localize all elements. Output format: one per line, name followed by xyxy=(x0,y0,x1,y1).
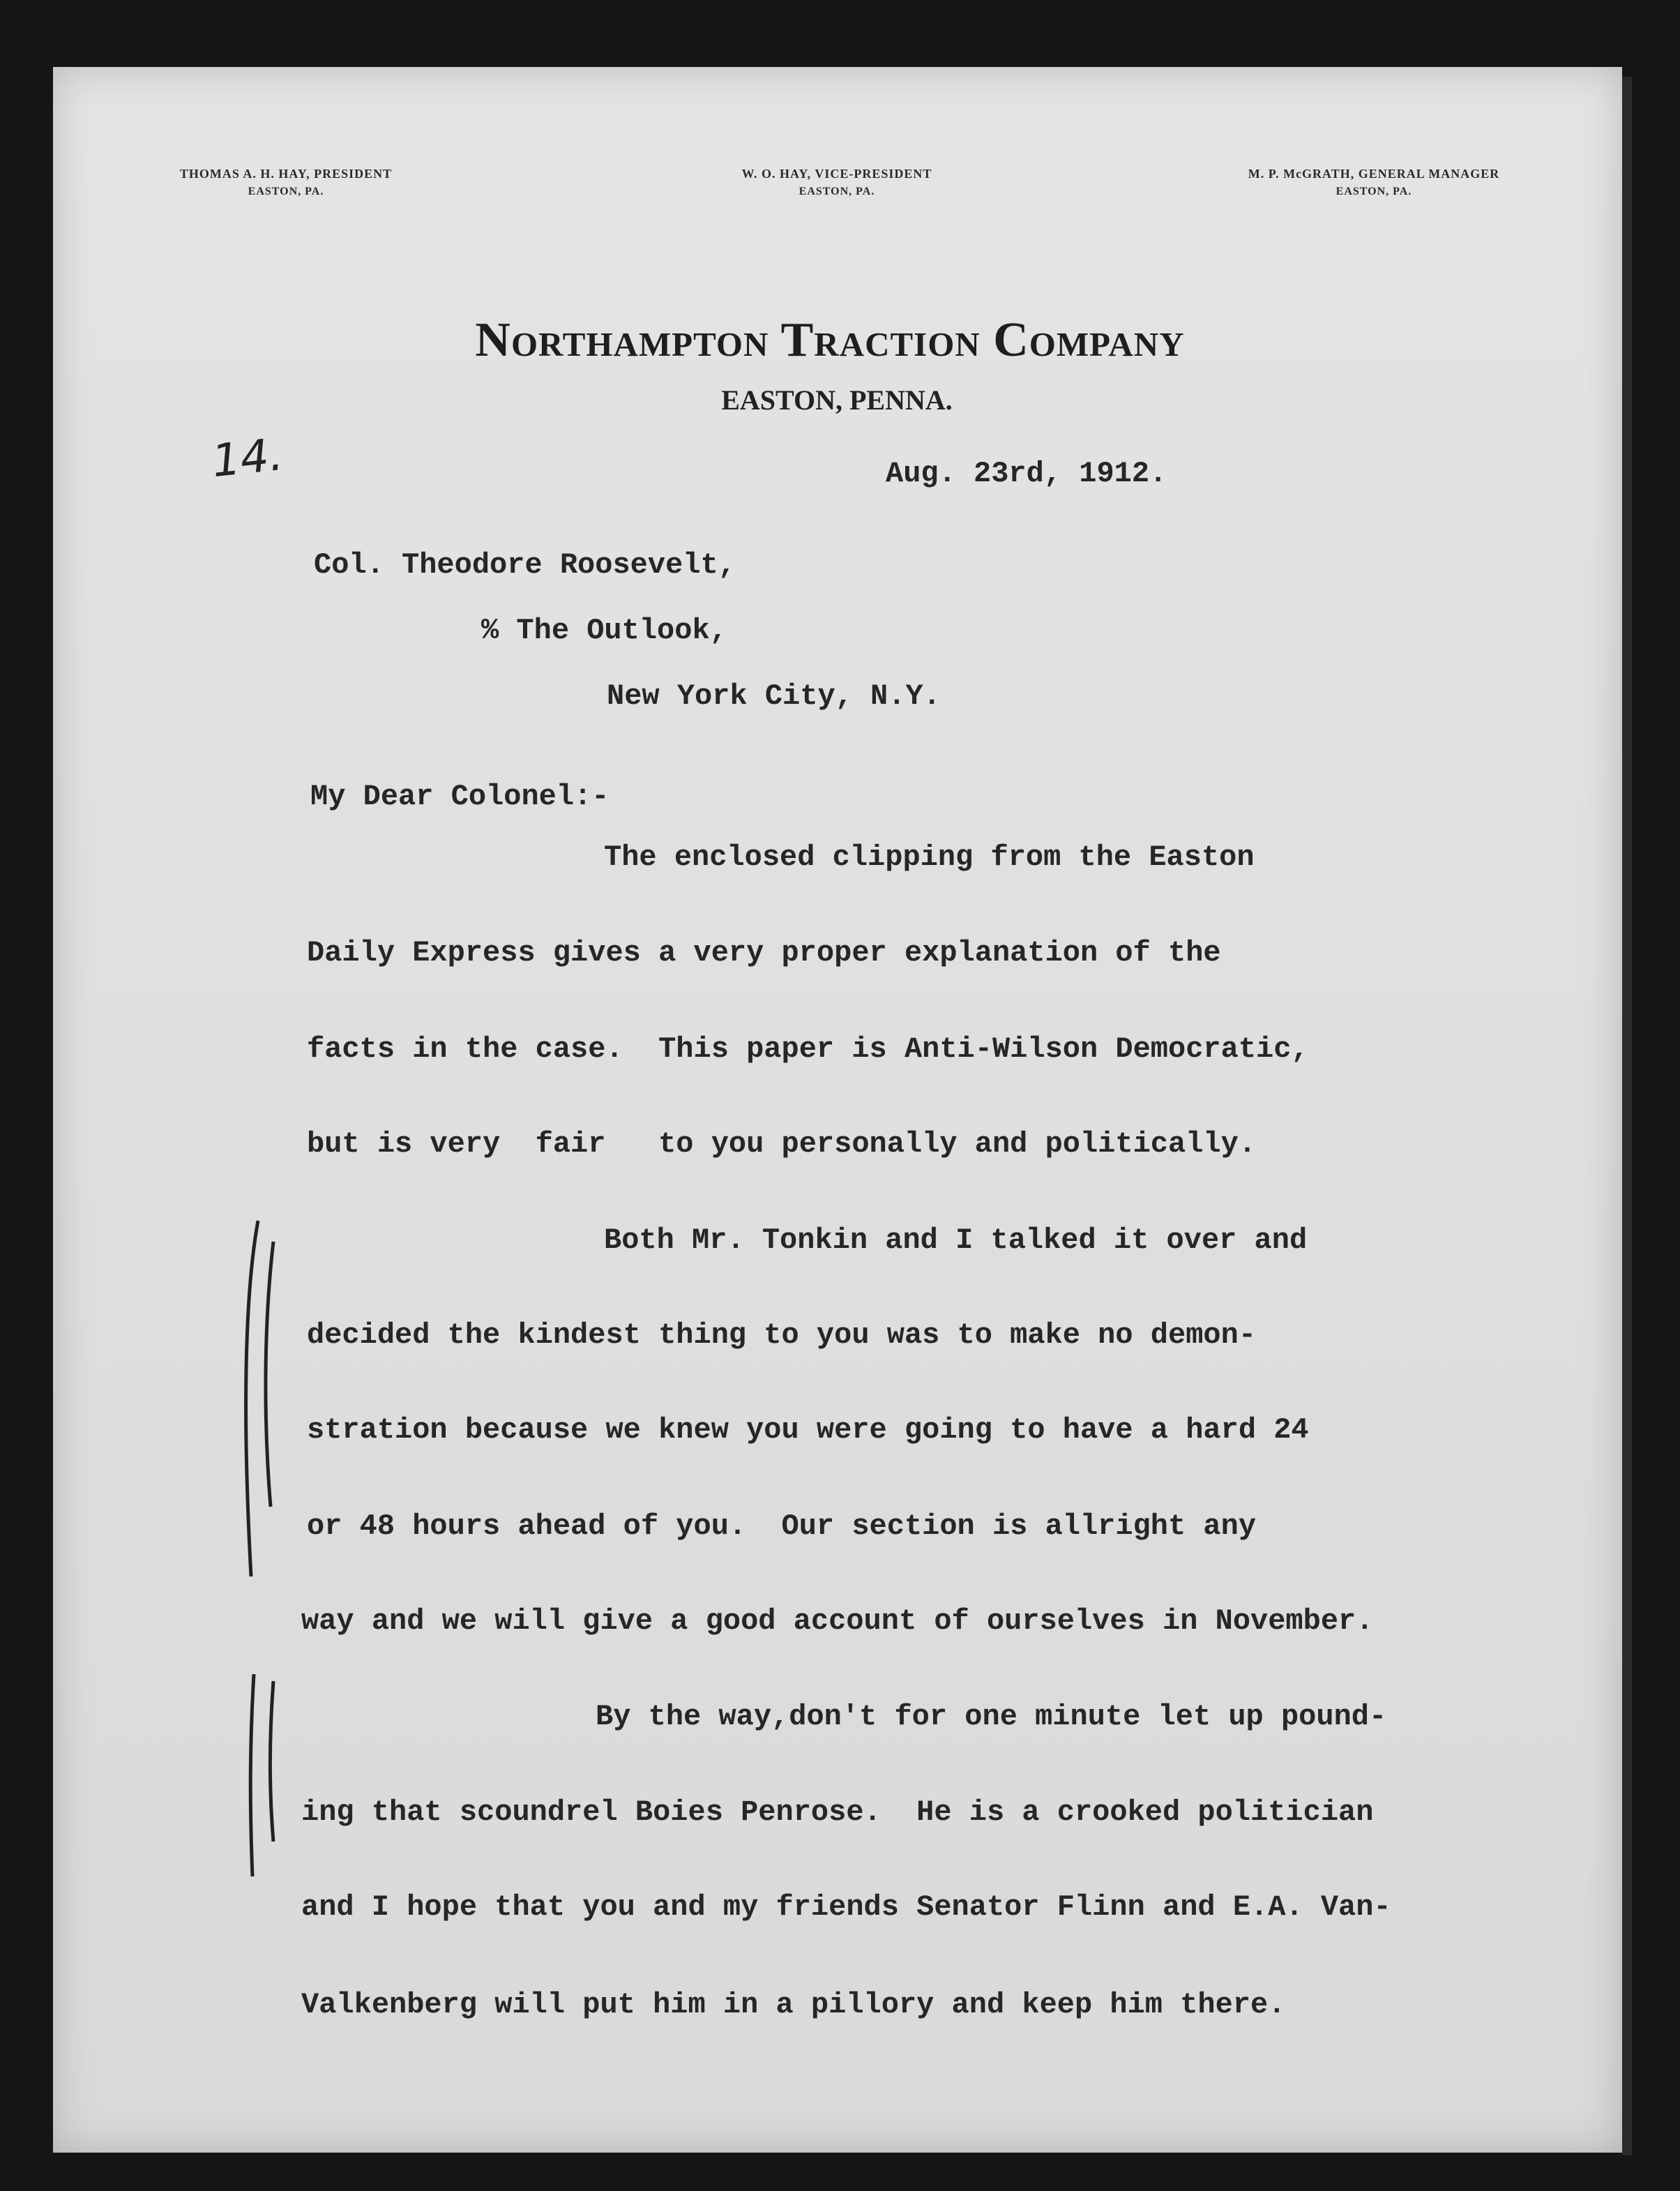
paragraph-3-line: and I hope that you and my friends Senator Flinn and E.A. Van- xyxy=(301,1890,1391,1924)
officer-vice-president xyxy=(697,165,976,201)
paragraph-3-line: By the way,don't for one minute let up pound- xyxy=(596,1700,1387,1733)
handwritten-page-number: 14. xyxy=(209,428,286,488)
paragraph-2-line: Both Mr. Tonkin and I talked it over and xyxy=(604,1224,1308,1257)
paragraph-2-line: or 48 hours ahead of you. Our section is allright any xyxy=(307,1509,1257,1543)
margin-bracket-mark xyxy=(230,1214,286,1590)
letter-date: Aug. 23rd, 1912. xyxy=(886,457,1167,490)
address-line-1: Col. Theodore Roosevelt, xyxy=(314,548,736,582)
paragraph-1-line: Daily Express gives a very proper explanation of the xyxy=(307,936,1221,970)
paragraph-2-line: way and we will give a good account of ourselves in November. xyxy=(301,1604,1374,1638)
officer-vice-president-location: EASTON, PA. xyxy=(799,186,875,197)
salutation: My Dear Colonel:- xyxy=(310,780,610,813)
paragraph-3-line: ing that scoundrel Boies Penrose. He is a crooked politician xyxy=(301,1795,1374,1829)
officer-general-manager-location: EASTON, PA. xyxy=(1335,186,1412,197)
company-name: Northampton Traction Company xyxy=(475,313,1185,367)
officer-president xyxy=(139,165,432,201)
officer-president-location: EASTON, PA. xyxy=(248,186,324,197)
paragraph-2-line: stration because we knew you were going to have a hard 24 xyxy=(307,1413,1309,1447)
officer-president-name: THOMAS A. H. HAY, PRESIDENT xyxy=(179,167,393,181)
address-line-3: New York City, N.Y. xyxy=(607,679,941,713)
paragraph-1-line: but is very fair to you personally and politically. xyxy=(307,1127,1257,1161)
address-line-2: % The Outlook, xyxy=(481,614,727,647)
paragraph-1-line: The enclosed clipping from the Easton xyxy=(604,841,1255,874)
paragraph-2-line: decided the kindest thing to you was to make no demon- xyxy=(307,1318,1257,1352)
margin-bracket-mark-lower xyxy=(236,1667,292,1883)
page-edge-shadow xyxy=(1622,77,1632,2155)
officer-general-manager xyxy=(1213,165,1534,201)
officer-vice-president-name: W. O. HAY, VICE-PRESIDENT xyxy=(741,167,932,181)
paragraph-1-line: facts in the case. This paper is Anti-Wilson Democratic, xyxy=(307,1032,1309,1066)
paragraph-3-line: Valkenberg will put him in a pillory and keep him there. xyxy=(301,1988,1286,2021)
officer-general-manager-name: M. P. McGRATH, GENERAL MANAGER xyxy=(1248,167,1500,181)
company-city: EASTON, PENNA. xyxy=(721,384,953,416)
